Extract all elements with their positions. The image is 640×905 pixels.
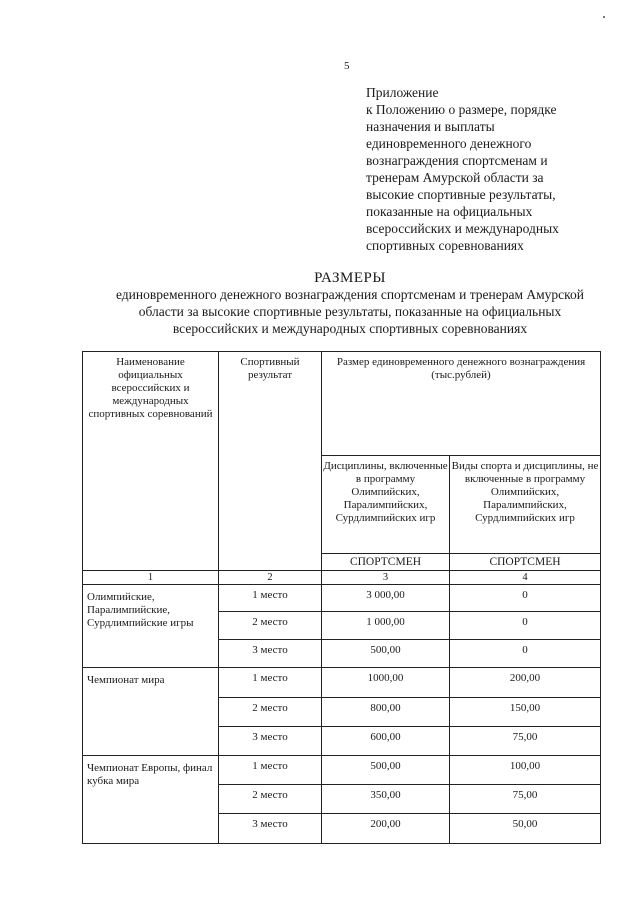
appendix-line: высокие спортивные результаты, bbox=[366, 187, 556, 202]
olympic-value: 800,00 bbox=[322, 698, 450, 727]
appendix-line: к Положению о размере, порядке bbox=[366, 102, 557, 117]
document-title: РАЗМЕРЫ bbox=[314, 270, 386, 286]
olympic-value: 1000,00 bbox=[322, 668, 450, 698]
page-number: 5 bbox=[344, 60, 350, 72]
place-cell: 2 место bbox=[219, 612, 322, 640]
olympic-value: 3 000,00 bbox=[322, 585, 450, 612]
appendix-line: тренерам Амурской области за bbox=[366, 170, 544, 185]
olympic-value: 1 000,00 bbox=[322, 612, 450, 640]
non-olympic-value: 0 bbox=[450, 585, 601, 612]
header-competition: Наименование официальных всероссийских и международных спортивных соревнований bbox=[83, 352, 219, 571]
olympic-value: 200,00 bbox=[322, 814, 450, 844]
scan-speck bbox=[603, 16, 605, 18]
header-result: Спортивный результат bbox=[219, 352, 322, 571]
header-award: Размер единовременного денежного вознаграждения (тыс.рублей) bbox=[322, 352, 601, 456]
table-row bbox=[83, 756, 601, 785]
appendix-line: всероссийских и международных bbox=[366, 221, 559, 236]
place-cell: 1 место bbox=[219, 668, 322, 698]
non-olympic-value: 75,00 bbox=[450, 785, 601, 814]
column-number: 4 bbox=[450, 571, 601, 585]
non-olympic-value: 50,00 bbox=[450, 814, 601, 844]
olympic-value: 600,00 bbox=[322, 727, 450, 756]
competition-name: Олимпийские, Паралимпийские, Сурдлимпийские игры bbox=[83, 585, 219, 668]
appendix-block bbox=[366, 84, 616, 254]
awards-table bbox=[82, 351, 601, 844]
non-olympic-value: 0 bbox=[450, 640, 601, 668]
table-row bbox=[83, 585, 601, 612]
olympic-value: 500,00 bbox=[322, 640, 450, 668]
appendix-line: вознаграждения спортсменам и bbox=[366, 153, 548, 168]
olympic-value: 500,00 bbox=[322, 756, 450, 785]
subtitle-line: единовременного денежного вознаграждения спортсменам и тренерам Амурской bbox=[115, 287, 585, 302]
non-olympic-value: 75,00 bbox=[450, 727, 601, 756]
subtitle-line: всероссийских и международных спортивных соревнованиях bbox=[172, 321, 528, 336]
non-olympic-value: 0 bbox=[450, 612, 601, 640]
non-olympic-value: 150,00 bbox=[450, 698, 601, 727]
competition-name: Чемпионат Европы, финал кубка мира bbox=[83, 756, 219, 844]
table-row bbox=[83, 668, 601, 698]
place-cell: 2 место bbox=[219, 698, 322, 727]
place-cell: 3 место bbox=[219, 814, 322, 844]
appendix-line: показанные на официальных bbox=[366, 204, 533, 219]
place-cell: 1 место bbox=[219, 585, 322, 612]
column-number: 3 bbox=[322, 571, 450, 585]
non-olympic-value: 200,00 bbox=[450, 668, 601, 698]
appendix-line: спортивных соревнованиях bbox=[366, 238, 524, 253]
header-non-olympic: Виды спорта и дисциплины, не включенные в программу Олимпийских, Паралимпийских, Сурдлимпийских игр bbox=[450, 456, 601, 554]
place-cell: 1 место bbox=[219, 756, 322, 785]
column-number: 2 bbox=[219, 571, 322, 585]
appendix-line: назначения и выплаты bbox=[366, 119, 495, 134]
subtitle-line: области за высокие спортивные результаты, показанные на официальных bbox=[138, 304, 562, 319]
column-number: 1 bbox=[83, 571, 219, 585]
non-olympic-value: 100,00 bbox=[450, 756, 601, 785]
place-cell: 3 место bbox=[219, 640, 322, 668]
olympic-value: 350,00 bbox=[322, 785, 450, 814]
athlete-label: СПОРТСМЕН bbox=[450, 554, 601, 571]
header-olympic-disciplines: Дисциплины, включенные в программу Олимпийских, Паралимпийских, Сурдлимпийских игр bbox=[322, 456, 450, 554]
athlete-label: СПОРТСМЕН bbox=[322, 554, 450, 571]
document-subtitle bbox=[60, 286, 640, 337]
appendix-line: единовременного денежного bbox=[366, 136, 532, 151]
place-cell: 2 место bbox=[219, 785, 322, 814]
appendix-line: Приложение bbox=[366, 85, 439, 100]
competition-name: Чемпионат мира bbox=[83, 668, 219, 756]
place-cell: 3 место bbox=[219, 727, 322, 756]
